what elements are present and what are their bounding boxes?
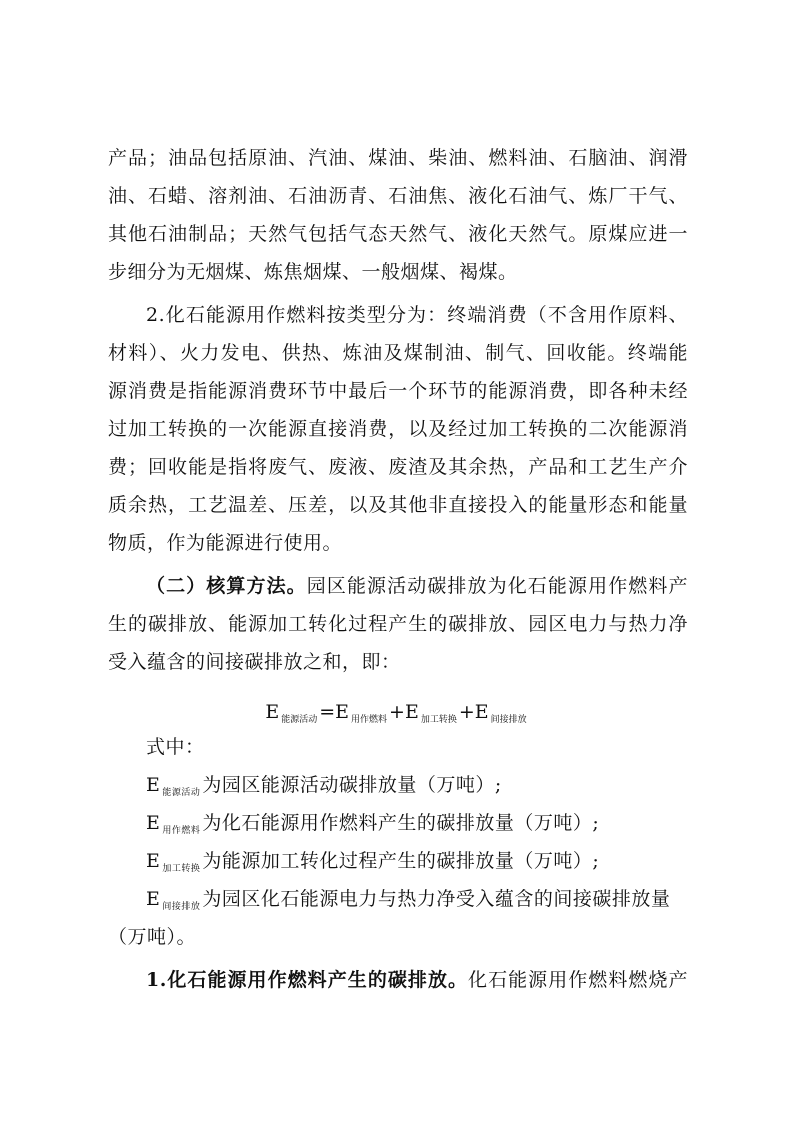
formula-subscript: 加工转换 [420,715,457,725]
def-subscript: 间接排放 [162,902,201,912]
section-heading-line [146,567,688,605]
where-label: 式中： [146,736,205,758]
def-text: 为能源加工转化过程产生的碳排放量（万吨）; [202,850,600,872]
paragraph-line: 其他石油制品；天然气包括气态天然气、液化天然气。原煤应进一 [108,223,688,245]
definition-continuation: （万吨）。 [108,926,197,948]
def-subscript: 用作燃料 [162,826,201,836]
formula-symbol: E [335,701,350,723]
formula-subscript: 用作燃料 [351,715,388,725]
def-symbol: E [146,850,161,872]
formula-operator: = [319,701,336,723]
definition-line [146,804,688,842]
section-heading: （二）核算方法。 [146,575,307,597]
def-symbol: E [146,812,161,834]
paragraph-line: 步细分为无烟煤、炼焦烟煤、一般烟煤、褐煤。 [108,261,518,283]
paragraph-line: 过加工转换的一次能源直接消费，以及经过加工转换的二次能源消 [108,418,688,440]
formula-operator: + [389,701,405,723]
def-text: 为园区化石能源电力与热力净受入蕴含的间接碳排放量 [202,888,671,910]
emission-formula [0,694,794,730]
paragraph-line: 费；回收能是指将废气、废液、废渣及其余热，产品和工艺生产介 [108,456,688,478]
paragraph-line: 油、石蜡、溶剂油、石油沥青、石油焦、液化石油气、炼厂干气、 [108,185,688,207]
paragraph-line: 2.化石能源用作燃料按类型分为：终端消费（不含用作原料、 [146,304,688,326]
formula-symbol: E [404,701,419,723]
def-text: 为化石能源用作燃料产生的碳排放量（万吨）; [202,812,600,834]
heading-rest-text: 园区能源活动碳排放为化石能源用作燃料产 [306,575,688,597]
paragraph-line: 物质，作为能源进行使用。 [108,532,343,554]
paragraph-line: 产品；油品包括原油、汽油、煤油、柴油、燃料油、石脑油、润滑 [108,147,688,169]
formula-operator: + [458,701,475,723]
subsection-heading-line [146,961,688,999]
formula-subscript: 能源活动 [281,715,318,725]
paragraph-line: 材料）、火力发电、供热、炼油及煤制油、制气、回收能。终端能 [108,342,688,364]
paragraph-line: 生的碳排放、能源加工转化过程产生的碳排放、园区电力与热力净 [108,613,688,635]
def-symbol: E [146,774,161,796]
formula-subscript: 间接排放 [490,715,527,725]
definition-line [146,880,688,918]
paragraph-line: 受入蕴含的间接碳排放之和，即： [108,651,401,673]
formula-symbol: E [265,701,280,723]
paragraph-line: 源消费是指能源消费环节中最后一个环节的能源消费，即各种未经 [108,380,688,402]
def-symbol: E [146,888,161,910]
definition-line [146,766,688,804]
def-text: 为园区能源活动碳排放量（万吨）; [202,774,502,796]
definition-line [146,842,688,880]
paragraph-line: 质余热，工艺温差、压差，以及其他非直接投入的能量形态和能量 [108,494,688,516]
formula-symbol: E [474,701,489,723]
subsection-heading: 1.化石能源用作燃料产生的碳排放。 [146,969,469,991]
subsection-rest-text: 化石能源用作燃料燃烧产 [468,969,688,991]
def-subscript: 能源活动 [162,788,201,798]
def-subscript: 加工转换 [162,864,201,874]
